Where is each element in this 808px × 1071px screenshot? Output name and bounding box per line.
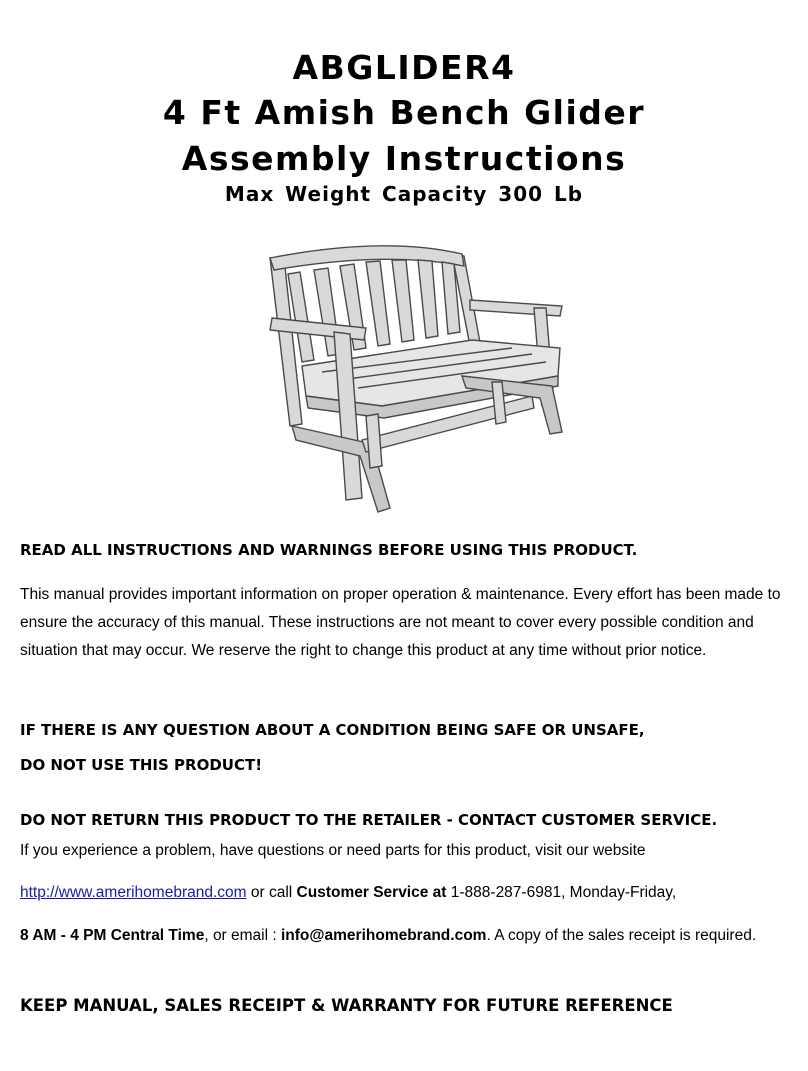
- safety-question-line-2: DO NOT USE THIS PRODUCT!: [20, 756, 263, 774]
- email-address[interactable]: info@amerihomebrand.com: [281, 927, 487, 944]
- problem-text: If you experience a problem, have questions or need parts for this product, visit our website: [20, 842, 646, 859]
- phone-hours: 1-888-287-6981, Monday-Friday,: [446, 884, 677, 901]
- product-name: 4 Ft Amish Bench Glider: [162, 93, 646, 132]
- service-hours: 8 AM - 4 PM Central Time: [20, 927, 205, 944]
- intro-paragraph: This manual provides important information on proper operation & maintenance. Every effort has been made to ensure the accuracy of this manual. These instructions are not meant to cover every possible condition and situation that may occur. We reserve the right to change this product at any time without prior notice.: [20, 586, 781, 659]
- customer-service-label: Customer Service at: [296, 884, 447, 901]
- receipt-text: . A copy of the sales receipt is required.: [486, 927, 757, 944]
- email-line: [20, 927, 808, 945]
- website-link[interactable]: http://www.amerihomebrand.com: [20, 884, 247, 901]
- website-line: [20, 884, 800, 902]
- or-email-text: , or email :: [204, 927, 281, 944]
- bench-glider-illustration: [262, 236, 566, 516]
- safety-question-line-1: IF THERE IS ANY QUESTION ABOUT A CONDITION BEING SAFE OR UNSAFE,: [20, 721, 645, 739]
- or-call-text: or call: [246, 884, 297, 901]
- model-number: ABGLIDER4: [292, 48, 516, 87]
- keep-manual-notice: KEEP MANUAL, SALES RECEIPT & WARRANTY FOR FUTURE REFERENCE: [20, 996, 673, 1015]
- read-all-warning: READ ALL INSTRUCTIONS AND WARNINGS BEFORE USING THIS PRODUCT.: [20, 541, 638, 559]
- do-not-return-warning: DO NOT RETURN THIS PRODUCT TO THE RETAILER - CONTACT CUSTOMER SERVICE.: [20, 811, 718, 829]
- weight-capacity: Max Weight Capacity 300 Lb: [224, 182, 584, 206]
- document-type: Assembly Instructions: [181, 139, 627, 178]
